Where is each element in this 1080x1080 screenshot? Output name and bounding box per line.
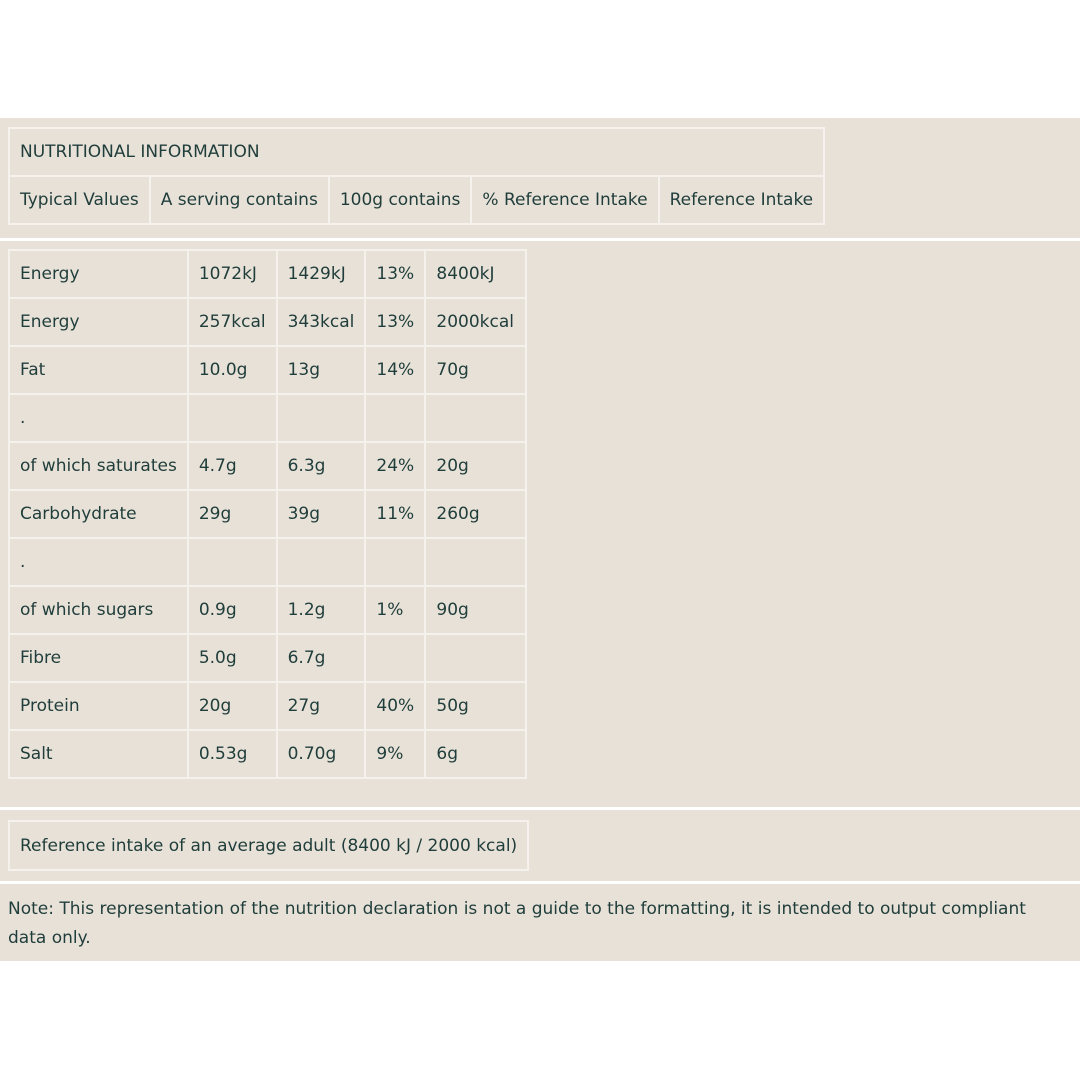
per-100g-value: 0.70g	[277, 730, 366, 778]
reference-intake-value: 260g	[425, 490, 526, 538]
table-row	[9, 730, 526, 778]
header-table	[8, 127, 825, 225]
reference-intake-value: 8400kJ	[425, 250, 526, 298]
serving-value	[188, 538, 277, 586]
disclaimer-note: Note: This representation of the nutrition declaration is not a guide to the formatting, it is intended to output compliant data only.	[8, 899, 1026, 948]
nutrient-label: Salt	[9, 730, 188, 778]
reference-row	[9, 821, 528, 870]
per-100g-value: 343kcal	[277, 298, 366, 346]
serving-value: 0.53g	[188, 730, 277, 778]
column-header-ri-percent: % Reference Intake	[471, 176, 658, 224]
serving-value: 0.9g	[188, 586, 277, 634]
ri-percent-value: 13%	[365, 250, 425, 298]
reference-intake-value: 70g	[425, 346, 526, 394]
nutrition-panel	[0, 241, 1080, 807]
title-row	[9, 128, 824, 176]
table-row	[9, 250, 526, 298]
table-row	[9, 682, 526, 730]
column-header-100g: 100g contains	[329, 176, 472, 224]
nutrient-label: Fibre	[9, 634, 188, 682]
ri-percent-value: 11%	[365, 490, 425, 538]
nutrition-table	[8, 249, 527, 779]
per-100g-value: 13g	[277, 346, 366, 394]
per-100g-value	[277, 394, 366, 442]
nutrient-label: Carbohydrate	[9, 490, 188, 538]
nutrient-label: Energy	[9, 298, 188, 346]
reference-intake-value: 2000kcal	[425, 298, 526, 346]
ri-percent-value: 24%	[365, 442, 425, 490]
ri-percent-value: 9%	[365, 730, 425, 778]
ri-percent-value	[365, 634, 425, 682]
reference-intake-value: 90g	[425, 586, 526, 634]
ri-percent-value: 40%	[365, 682, 425, 730]
ri-percent-value: 1%	[365, 586, 425, 634]
reference-intake-value: 6g	[425, 730, 526, 778]
serving-value: 257kcal	[188, 298, 277, 346]
table-row	[9, 490, 526, 538]
column-header-typical-values: Typical Values	[9, 176, 150, 224]
table-row	[9, 442, 526, 490]
reference-intake-note: Reference intake of an average adult (8400 kJ / 2000 kcal)	[9, 821, 528, 870]
header-panel	[0, 118, 1080, 238]
serving-value: 20g	[188, 682, 277, 730]
nutrient-label: Fat	[9, 346, 188, 394]
reference-intake-value	[425, 394, 526, 442]
table-row	[9, 586, 526, 634]
per-100g-value	[277, 538, 366, 586]
nutrient-label: Protein	[9, 682, 188, 730]
nutrient-label: of which saturates	[9, 442, 188, 490]
nutrient-label: .	[9, 394, 188, 442]
note-panel	[0, 884, 1080, 961]
nutrient-label: of which sugars	[9, 586, 188, 634]
per-100g-value: 1.2g	[277, 586, 366, 634]
column-header-row	[9, 176, 824, 224]
reference-intake-value	[425, 538, 526, 586]
reference-intake-value	[425, 634, 526, 682]
reference-intake-value: 20g	[425, 442, 526, 490]
table-row	[9, 538, 526, 586]
ri-percent-value	[365, 394, 425, 442]
serving-value: 10.0g	[188, 346, 277, 394]
table-row	[9, 634, 526, 682]
table-row	[9, 298, 526, 346]
nutrient-label: .	[9, 538, 188, 586]
serving-value	[188, 394, 277, 442]
table-row	[9, 394, 526, 442]
ri-percent-value	[365, 538, 425, 586]
table-title: NUTRITIONAL INFORMATION	[9, 128, 824, 176]
reference-table	[8, 820, 529, 871]
per-100g-value: 6.3g	[277, 442, 366, 490]
per-100g-value: 1429kJ	[277, 250, 366, 298]
ri-percent-value: 13%	[365, 298, 425, 346]
per-100g-value: 6.7g	[277, 634, 366, 682]
serving-value: 29g	[188, 490, 277, 538]
table-row	[9, 346, 526, 394]
reference-panel	[0, 810, 1080, 881]
ri-percent-value: 14%	[365, 346, 425, 394]
serving-value: 4.7g	[188, 442, 277, 490]
reference-intake-value: 50g	[425, 682, 526, 730]
nutrient-label: Energy	[9, 250, 188, 298]
per-100g-value: 39g	[277, 490, 366, 538]
column-header-serving: A serving contains	[150, 176, 329, 224]
column-header-reference-intake: Reference Intake	[659, 176, 825, 224]
serving-value: 5.0g	[188, 634, 277, 682]
per-100g-value: 27g	[277, 682, 366, 730]
serving-value: 1072kJ	[188, 250, 277, 298]
